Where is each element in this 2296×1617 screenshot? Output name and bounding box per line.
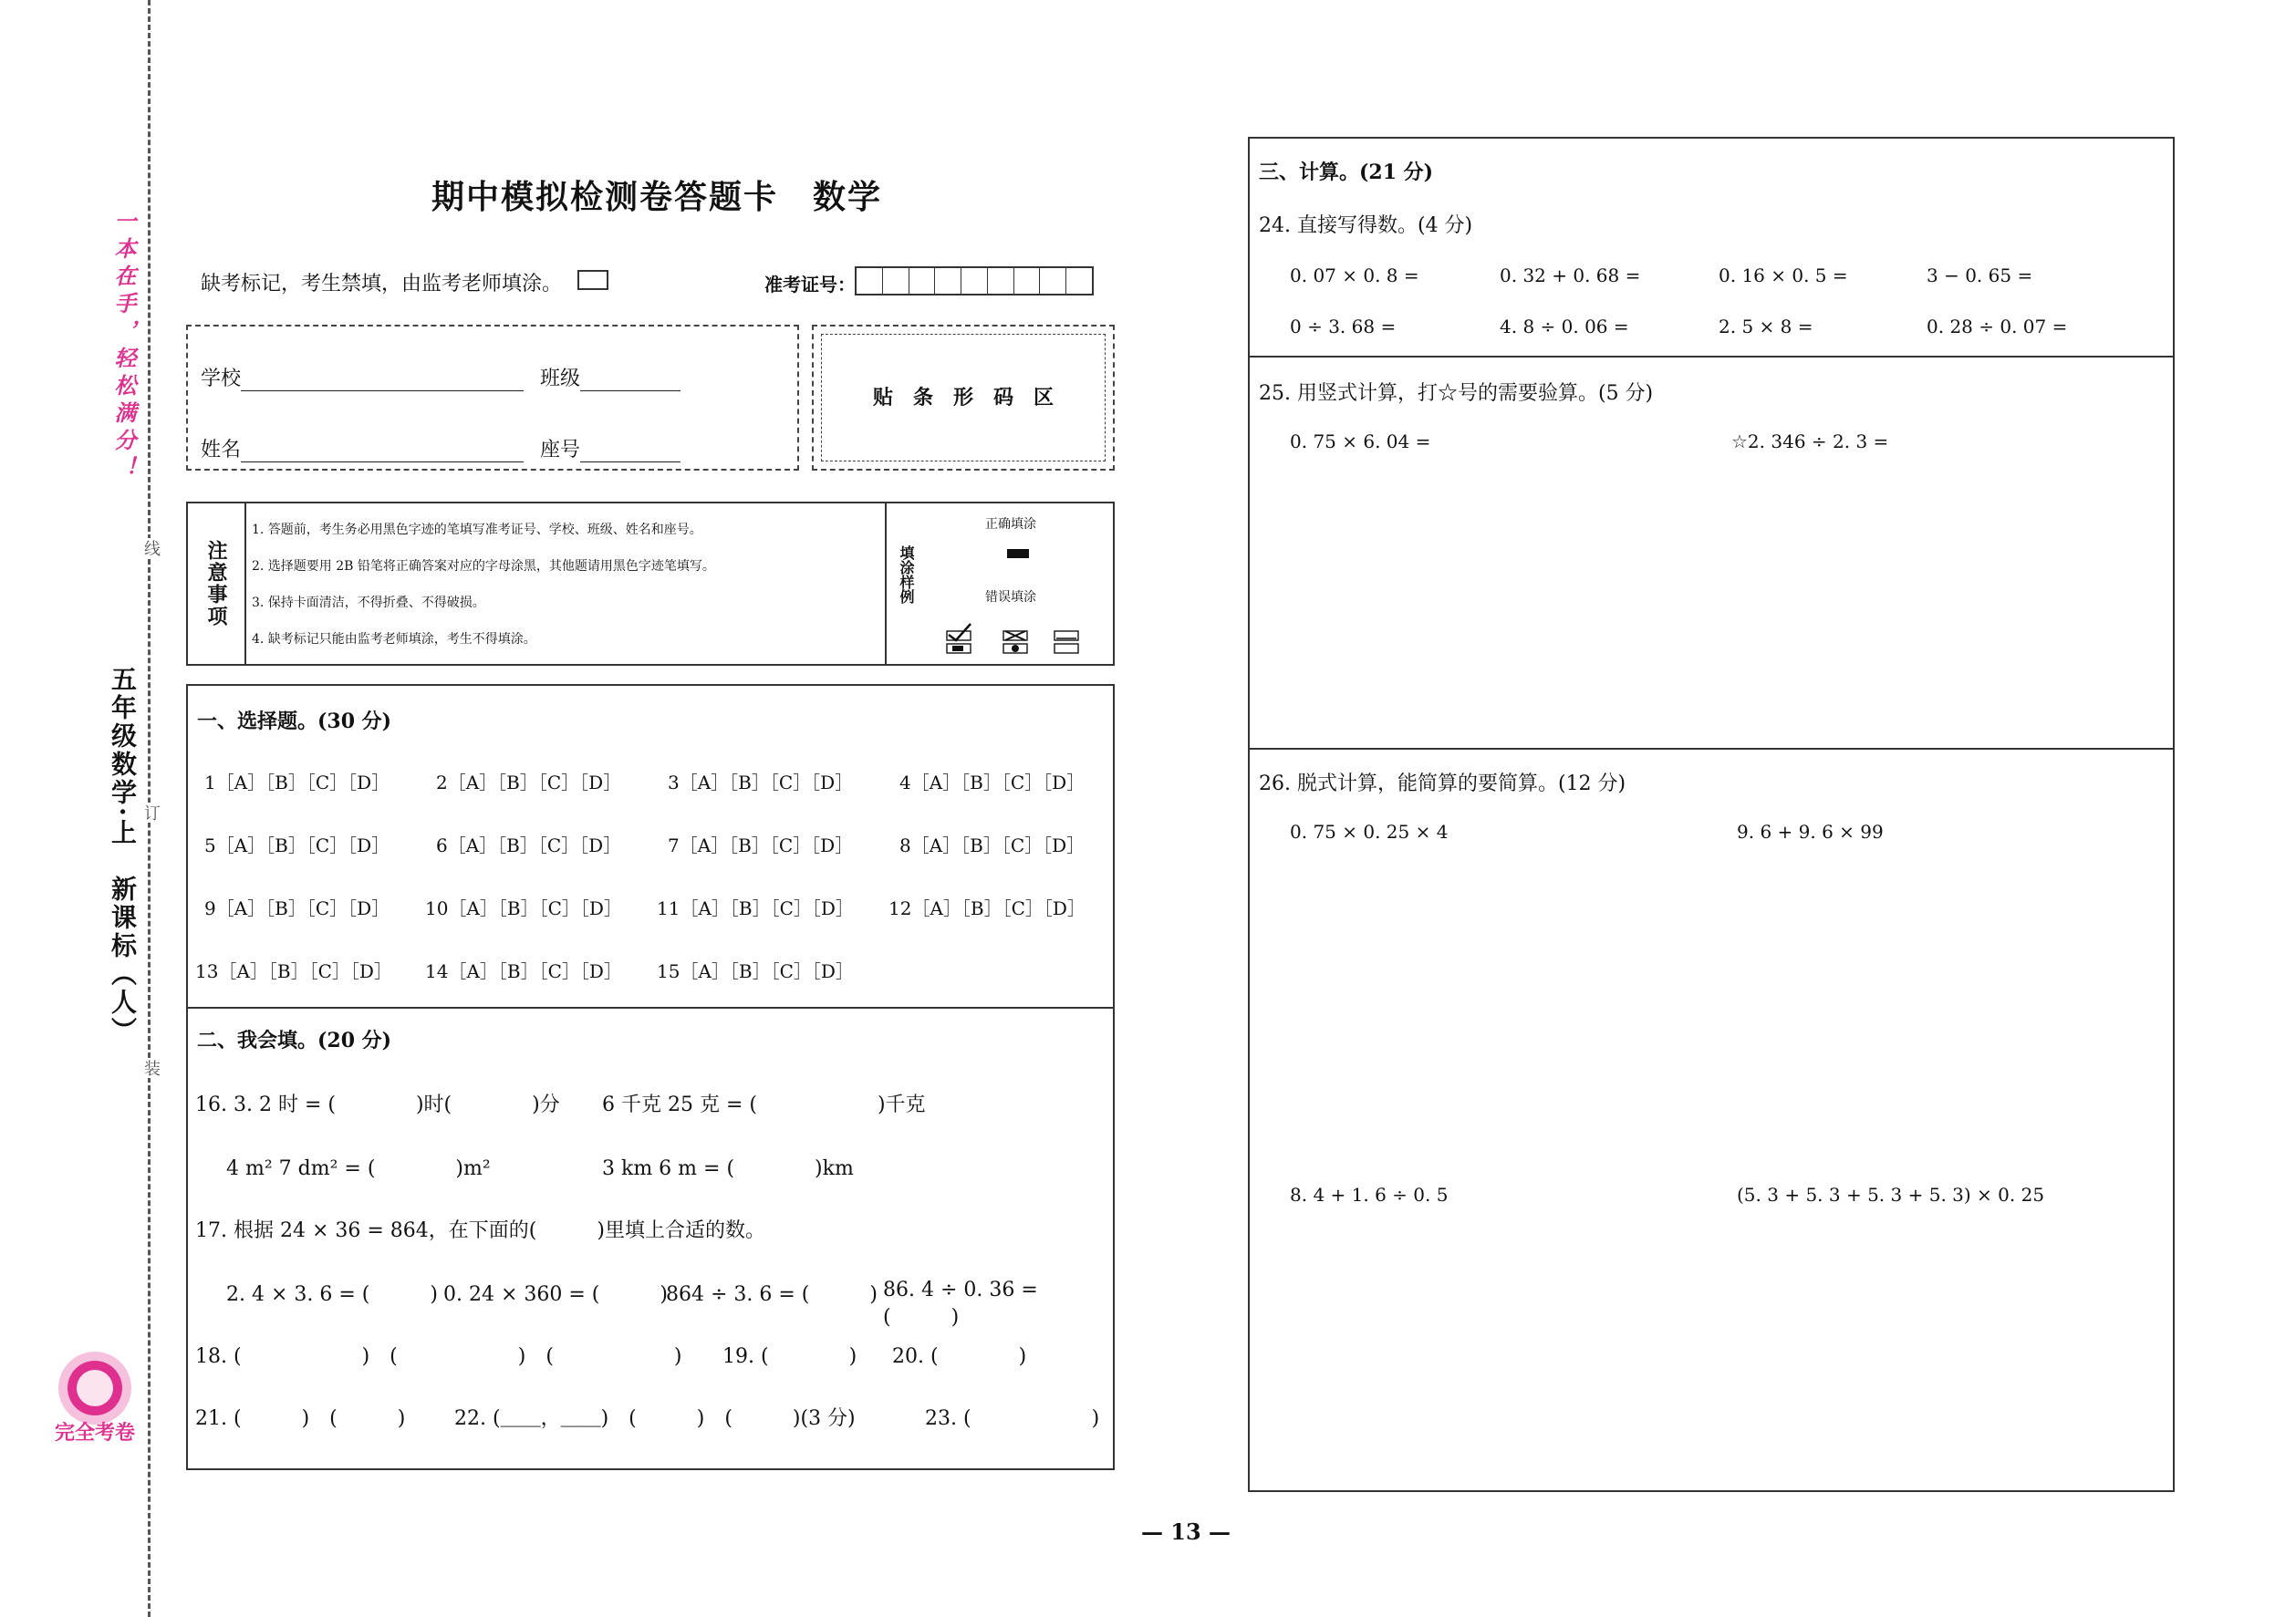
choice-item[interactable]: 2［A］［B］［C］［D］ bbox=[436, 772, 622, 793]
q21-answers[interactable]: 21. ( ) ( ) bbox=[195, 1407, 406, 1430]
page-number: — 13 — bbox=[1140, 1519, 1231, 1545]
q24-prompt: 24. 直接写得数。(4 分) bbox=[1259, 214, 1473, 237]
choice-item[interactable]: 10［A］［B］［C］［D］ bbox=[425, 897, 622, 919]
barcode-area: 贴 条 形 码 区 bbox=[821, 334, 1106, 461]
choice-item[interactable]: 14［A］［B］［C］［D］ bbox=[425, 960, 622, 982]
choice-item[interactable]: 7［A］［B］［C］［D］ bbox=[668, 834, 854, 856]
school-field[interactable]: 学校 bbox=[201, 363, 524, 391]
q24-item[interactable]: 0. 07 × 0. 8 = bbox=[1290, 264, 1419, 286]
q24-item[interactable]: 3 − 0. 65 = bbox=[1927, 264, 2033, 286]
section3-title: 三、计算。(21 分) bbox=[1259, 161, 1434, 184]
q26-item[interactable]: 9. 6 + 9. 6 × 99 bbox=[1737, 821, 1884, 843]
notice-label: 注意事项 bbox=[204, 540, 228, 627]
q17-prompt: 17. 根据 24 × 36 = 864，在下面的( )里填上合适的数。 bbox=[195, 1219, 765, 1242]
q25-prompt: 25. 用竖式计算，打☆号的需要验算。(5 分) bbox=[1259, 382, 1654, 405]
logo-flower-icon bbox=[51, 1332, 139, 1468]
grade-label: 五年级数学·上 新课标（人） bbox=[108, 666, 138, 1045]
answer-box-left bbox=[186, 684, 1115, 1470]
section1-title: 一、选择题。(30 分) bbox=[197, 710, 392, 733]
choice-item[interactable]: 3［A］［B］［C］［D］ bbox=[668, 772, 854, 793]
correct-fill-label: 正确填涂 bbox=[985, 517, 1036, 532]
notice-box bbox=[186, 502, 1115, 666]
class-field[interactable]: 班级 bbox=[540, 363, 680, 391]
fill-sample-label: 填涂样例 bbox=[898, 545, 915, 604]
seat-field[interactable]: 座号 bbox=[540, 434, 680, 462]
section2-title: 二、我会填。(20 分) bbox=[197, 1029, 392, 1052]
correct-fill-mark bbox=[1007, 549, 1029, 558]
wrong-fill-samples-icon bbox=[945, 622, 1082, 655]
wrong-fill-label: 错误填涂 bbox=[985, 590, 1036, 605]
q26-prompt: 26. 脱式计算，能简算的要简算。(12 分) bbox=[1259, 772, 1626, 795]
q20-answer[interactable]: 20. ( ) bbox=[892, 1345, 1027, 1368]
q16-hours[interactable]: 16. 3. 2 时 = ( )时( )分 bbox=[195, 1094, 560, 1116]
notice-item: 1. 答题前，考生务必用黑色字迹的笔填写准考证号、学校、班级、姓名和座号。 bbox=[252, 523, 702, 537]
q16-kilograms[interactable]: 6 千克 25 克 = ( )千克 bbox=[602, 1094, 926, 1116]
choice-item[interactable]: 11［A］［B］［C］［D］ bbox=[657, 897, 854, 919]
q24-item[interactable]: 0 ÷ 3. 68 = bbox=[1290, 316, 1397, 337]
name-field[interactable]: 姓名 bbox=[201, 434, 524, 462]
choice-item[interactable]: 13［A］［B］［C］［D］ bbox=[195, 960, 392, 982]
choice-item[interactable]: 8［A］［B］［C］［D］ bbox=[899, 834, 1086, 856]
q18-answers[interactable]: 18. ( ) ( ) ( ) bbox=[195, 1345, 682, 1368]
choice-item[interactable]: 1［A］［B］［C］［D］ bbox=[204, 772, 390, 793]
logo-text: 完全考卷 bbox=[54, 1422, 135, 1445]
choice-item[interactable]: 9［A］［B］［C］［D］ bbox=[204, 897, 390, 919]
choice-item[interactable]: 6［A］［B］［C］［D］ bbox=[436, 834, 622, 856]
exam-id-label: 准考证号： bbox=[764, 274, 856, 295]
exam-id-boxes[interactable] bbox=[855, 266, 1094, 295]
notice-item: 4. 缺考标记只能由监考老师填涂，考生不得填涂。 bbox=[252, 632, 536, 647]
student-info-box bbox=[186, 325, 799, 471]
brand-logo bbox=[51, 1332, 139, 1468]
notice-item: 3. 保持卡面清洁，不得折叠、不得破损。 bbox=[252, 596, 485, 610]
page-title: 期中模拟检测卷答题卡 数学 bbox=[431, 178, 882, 216]
q17-item[interactable]: 2. 4 × 3. 6 = ( ) bbox=[226, 1283, 438, 1306]
choice-item[interactable]: 5［A］［B］［C］［D］ bbox=[204, 834, 390, 856]
q24-item[interactable]: 0. 16 × 0. 5 = bbox=[1719, 264, 1848, 286]
slogan: 一本在手，轻松满分！ bbox=[110, 210, 137, 483]
q16-kilometers[interactable]: 3 km 6 m = ( )km bbox=[602, 1157, 854, 1180]
cut-mark-ding: 订 bbox=[139, 803, 162, 823]
q17-item[interactable]: 86. 4 ÷ 0. 36 = ( ) bbox=[883, 1279, 1038, 1329]
q24-item[interactable]: 0. 28 ÷ 0. 07 = bbox=[1927, 316, 2068, 337]
q24-item[interactable]: 4. 8 ÷ 0. 06 = bbox=[1500, 316, 1629, 337]
notice-item: 2. 选择题要用 2B 铅笔将正确答案对应的字母涂黑，其他题请用黑色字迹笔填写。 bbox=[252, 559, 715, 574]
q16-square-meters[interactable]: 4 m² 7 dm² = ( )m² bbox=[226, 1157, 491, 1180]
choice-item[interactable]: 15［A］［B］［C］［D］ bbox=[657, 960, 854, 982]
choice-item[interactable]: 4［A］［B］［C］［D］ bbox=[899, 772, 1086, 793]
q26-item[interactable]: 0. 75 × 0. 25 × 4 bbox=[1290, 821, 1449, 843]
absent-note: 缺考标记，考生禁填，由监考老师填涂。 bbox=[201, 273, 563, 295]
q24-item[interactable]: 2. 5 × 8 = bbox=[1719, 316, 1813, 337]
q26-item[interactable]: 8. 4 + 1. 6 ÷ 0. 5 bbox=[1290, 1184, 1449, 1206]
absent-mark-box[interactable] bbox=[577, 270, 608, 290]
cut-mark-zhuang: 装 bbox=[139, 1058, 162, 1078]
q17-item[interactable]: 864 ÷ 3. 6 = ( ) bbox=[666, 1283, 878, 1306]
q25-item[interactable]: 0. 75 × 6. 04 = bbox=[1290, 430, 1431, 452]
q19-answer[interactable]: 19. ( ) bbox=[722, 1345, 857, 1368]
answer-box-right bbox=[1248, 137, 2175, 1492]
q23-answer[interactable]: 23. ( ) bbox=[925, 1407, 1100, 1430]
barcode-area-outer bbox=[812, 325, 1115, 471]
q25-item[interactable]: ☆2. 346 ÷ 2. 3 = bbox=[1731, 430, 1889, 452]
q22-answers[interactable]: 22. (＿＿，＿＿) ( ) ( )(3 分) bbox=[454, 1407, 856, 1430]
cut-mark-xian: 线 bbox=[139, 538, 162, 558]
q26-item[interactable]: (5. 3 + 5. 3 + 5. 3 + 5. 3) × 0. 25 bbox=[1737, 1184, 2045, 1206]
q24-item[interactable]: 0. 32 + 0. 68 = bbox=[1500, 264, 1641, 286]
q17-item[interactable]: 0. 24 × 360 = ( ) bbox=[443, 1283, 668, 1306]
choice-item[interactable]: 12［A］［B］［C］［D］ bbox=[888, 897, 1086, 919]
